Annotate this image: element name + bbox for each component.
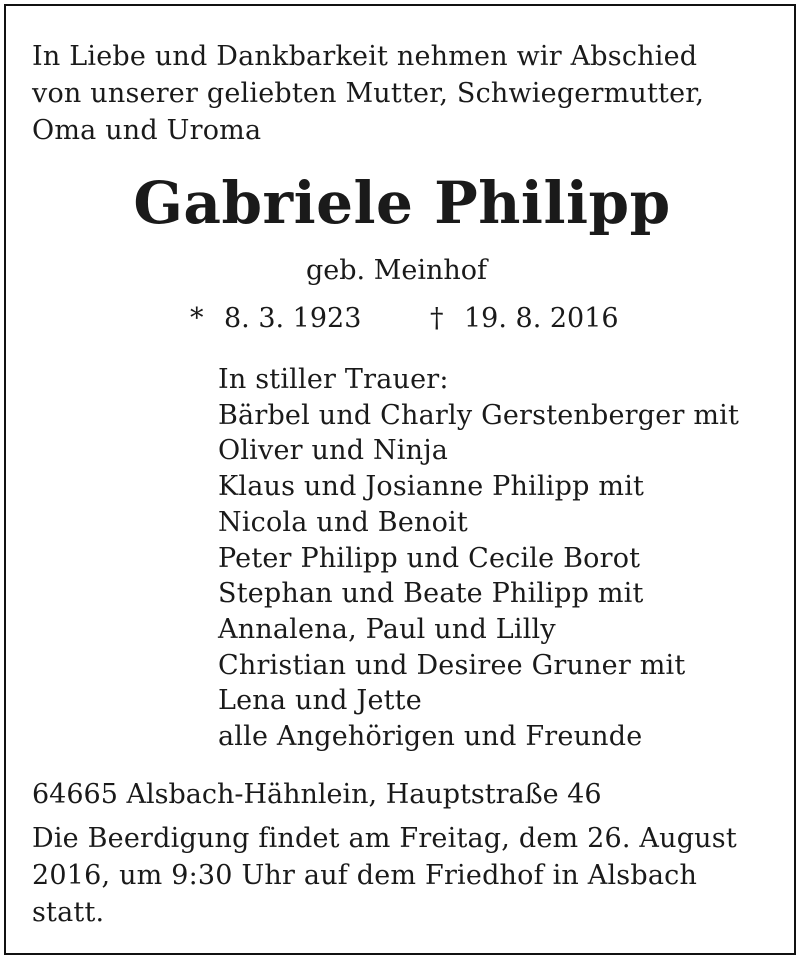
- mourner-line: Peter Philipp und Cecile Borot: [218, 542, 641, 574]
- deceased-name: Gabriele Philipp: [133, 169, 671, 237]
- death-cross-icon: †: [430, 303, 444, 334]
- intro-text: [32, 38, 772, 149]
- mourner-line: Annalena, Paul und Lilly: [218, 613, 556, 645]
- mourner-line: Bärbel und Charly Gerstenberger mit: [218, 399, 740, 431]
- funeral-line: Die Beerdigung findet am Freitag, dem 26. August: [32, 823, 737, 854]
- funeral-line: 2016, um 9:30 Uhr auf dem Friedhof in Alsbach: [32, 860, 698, 891]
- born-name: geb. Meinhof: [306, 255, 487, 286]
- intro-line: Oma und Uroma: [32, 115, 262, 146]
- obituary-notice: [4, 4, 796, 955]
- death-date-line: [430, 302, 619, 336]
- funeral-line: statt.: [32, 897, 105, 928]
- mourner-line: Nicola und Benoit: [218, 506, 468, 538]
- birth-star-icon: *: [190, 303, 204, 334]
- mourner-line: Klaus und Josianne Philipp mit: [218, 471, 645, 503]
- intro-line: von unserer geliebten Mutter, Schwiegermutter,: [32, 78, 705, 109]
- funeral-info: [32, 820, 782, 931]
- birth-date-line: [190, 302, 361, 336]
- mourners-heading: In stiller Trauer:: [218, 364, 449, 395]
- address: 64665 Alsbach-Hähnlein, Hauptstraße 46: [32, 779, 602, 810]
- mourners-list: [218, 362, 778, 755]
- intro-line: In Liebe und Dankbarkeit nehmen wir Abschied: [32, 41, 698, 72]
- mourner-line: Oliver und Ninja: [218, 435, 449, 467]
- mourner-line: Stephan und Beate Philipp mit: [218, 578, 644, 610]
- mourner-line: Lena und Jette: [218, 685, 422, 717]
- death-date: 19. 8. 2016: [464, 303, 619, 334]
- mourner-line: Christian und Desiree Gruner mit: [218, 649, 686, 681]
- birth-date: 8. 3. 1923: [224, 303, 362, 334]
- mourner-line: alle Angehörigen und Freunde: [218, 721, 643, 753]
